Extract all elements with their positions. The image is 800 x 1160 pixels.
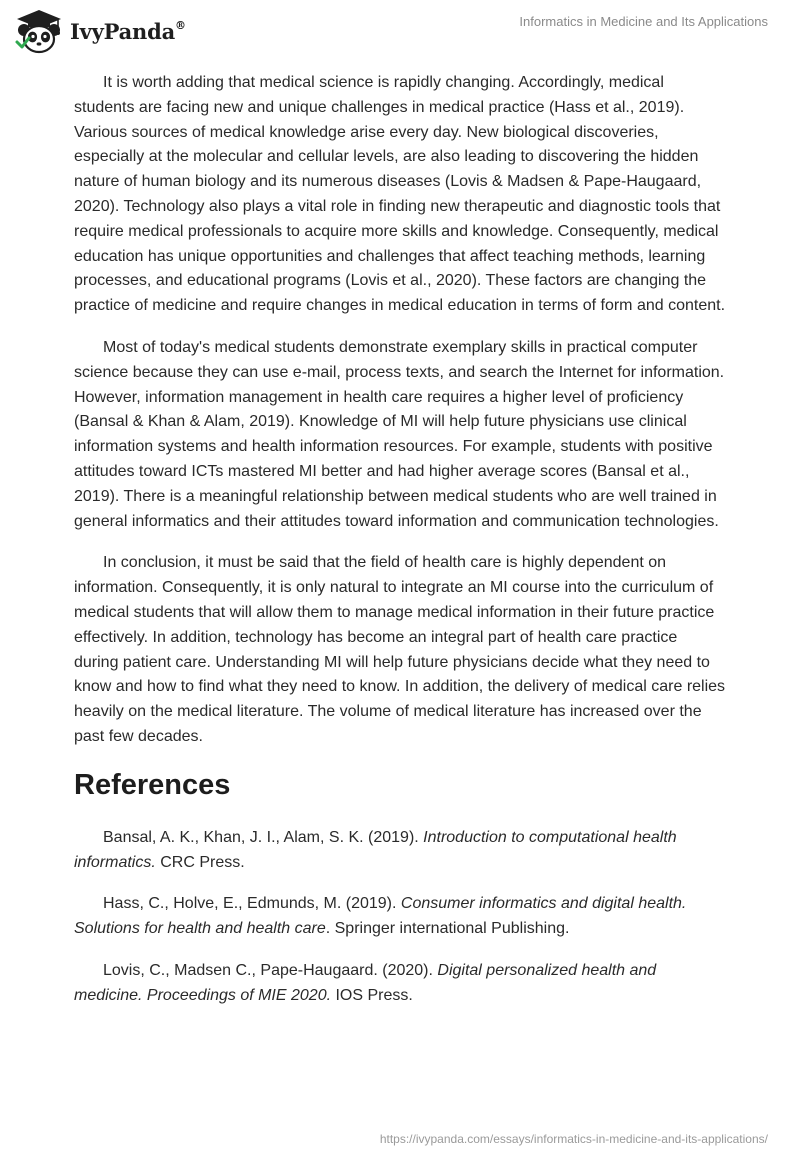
source-url[interactable]: https://ivypanda.com/essays/informatics-in-medicine-and-its-applications/ bbox=[379, 1132, 768, 1146]
reference-entry bbox=[74, 892, 726, 942]
reference-title: Introduction to computational health informatics. bbox=[74, 828, 677, 871]
brand-name: IvyPanda® bbox=[70, 18, 186, 44]
reference-authors: Hass, C., Holve, E., Edmunds, M. (2019). bbox=[103, 895, 401, 913]
body-paragraph: It is worth adding that medical science is rapidly changing. Accordingly, medical students are facing new and unique challenges in medical practice (Hass et al., 2019). Various sources of medical knowledge arise every day. New biological discoveries, especially at the molecular and cellular levels, are also leading to discovering the hidden nature of human biology and its numerous diseases (Lovis & Madsen & Pape-Haugaard, 2020). Technology also plays a vital role in finding new therapeutic and diagnostic tools that require medical professionals to acquire more skills and knowledge. Consequently, medical education has unique opportunities and challenges that affect teaching methods, learning processes, and educational programs (Lovis et al., 2020). These factors are changing the practice of medicine and require changes in medical education in terms of form and content. bbox=[74, 74, 726, 315]
references-heading: References bbox=[74, 768, 231, 801]
reference-publisher: . Springer international Publishing. bbox=[325, 920, 570, 938]
reference-authors: Lovis, C., Madsen C., Pape-Haugaard. (2020). bbox=[103, 961, 438, 979]
registered-mark: ® bbox=[175, 18, 186, 32]
reference-publisher: CRC Press. bbox=[155, 853, 245, 871]
panda-graduate-icon bbox=[14, 8, 64, 54]
essay-content bbox=[74, 71, 726, 1026]
body-paragraph: Most of today's medical students demonstrate exemplary skills in practical computer science because they can use e-mail, process texts, and search the Internet for information. However, information management in health care requires a higher level of proficiency (Bansal & Khan & Alam, 2019). Knowledge of MI will help future physicians use clinical information systems and health information resources. For example, students with positive attitudes toward ICTs mastered MI better and had higher average scores (Bansal et al., 2019). There is a meaningful relationship between medical students who are well trained in general informatics and their attitudes toward information and communication technologies. bbox=[74, 338, 725, 530]
page-header bbox=[0, 0, 800, 64]
reference-title: Consumer informatics and digital health. Solutions for health and health care bbox=[74, 895, 687, 938]
running-title: Informatics in Medicine and Its Applications bbox=[519, 14, 768, 29]
brand-logo[interactable] bbox=[14, 8, 186, 54]
reference-publisher: IOS Press. bbox=[331, 986, 413, 1004]
reference-entry bbox=[74, 826, 726, 876]
reference-entry bbox=[74, 959, 726, 1009]
body-paragraph: In conclusion, it must be said that the field of health care is highly dependent on information. Consequently, it is only natural to integrate an MI course into the curriculum of medical students that will allow them to manage medical information in their future practice effectively. In addition, technology has become an integral part of health care practice during patient care. Understanding MI will help future physicians decide what they need to know and how to find what they need to know. In addition, the delivery of medical care relies heavily on the medical literature. The volume of medical literature has increased over the past few decades. bbox=[74, 554, 726, 745]
reference-authors: Bansal, A. K., Khan, J. I., Alam, S. K. (2019). bbox=[103, 828, 424, 846]
reference-title: Digital personalized health and medicine. Proceedings of MIE 2020. bbox=[74, 961, 657, 1004]
